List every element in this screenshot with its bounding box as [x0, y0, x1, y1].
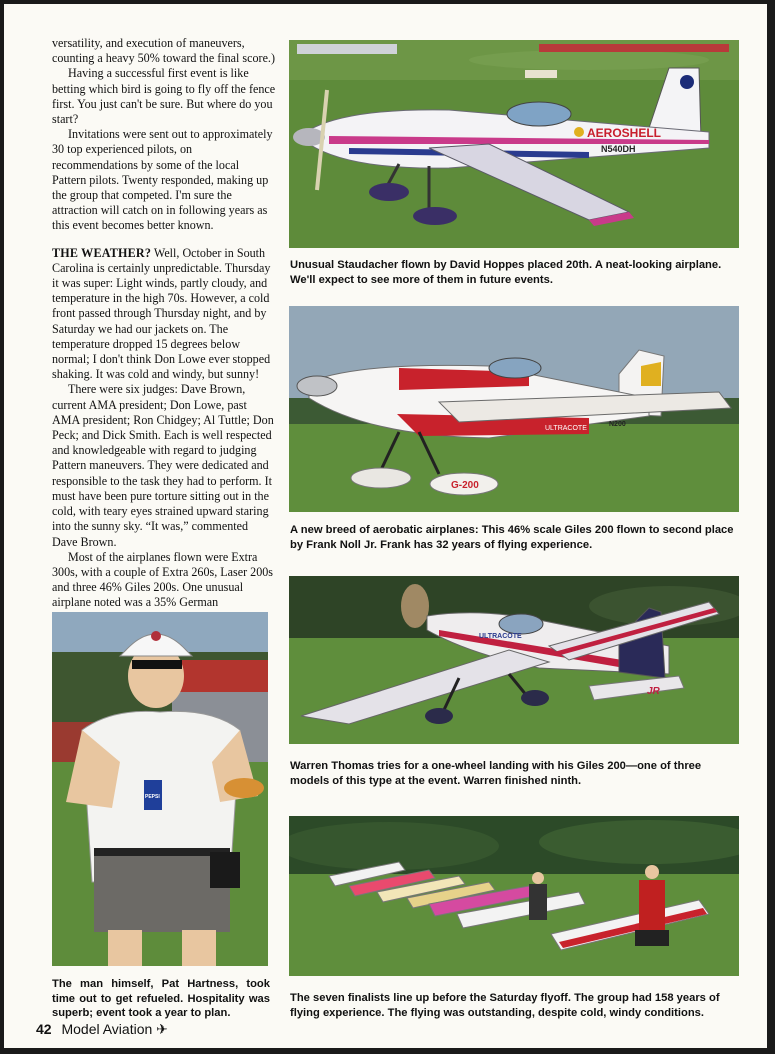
- article-paragraph: Having a successful first event is like betting which bird is going to fly off the fence first. You just can't be sure. But where do you start?: [52, 66, 276, 127]
- photo-finalists: [289, 816, 739, 976]
- section-heading-weather: THE WEATHER?: [52, 245, 152, 260]
- photo-pat-hartness: [52, 612, 268, 966]
- magazine-page: [4, 4, 767, 1048]
- article-paragraph: Most of the airplanes flown were Extra 300s, with a couple of Extra 260s, Laser 200s and three 46% Giles 200s. One unusual airplane noted was a 35% German: [52, 549, 274, 610]
- wheel-pant-decal: G-200: [451, 480, 479, 491]
- caption-finalists: The seven finalists line up before the Saturday flyoff. The group had 158 years of flying experience. The flying was outstanding, despite cold, windy conditions.: [290, 992, 720, 1019]
- aeroshell-decal: AEROSHELL: [587, 126, 662, 140]
- article-paragraph-weather: [52, 246, 276, 383]
- page-footer: [36, 1021, 168, 1038]
- caption-giles-second: A new breed of aerobatic airplanes: This 46% scale Giles 200 flown to second place by Frank Noll Jr. Frank has 32 years of flying experience.: [290, 524, 734, 551]
- photo-giles-second: [289, 306, 739, 512]
- caption-warren: Warren Thomas tries for a one-wheel landing with his Giles 200—one of three models of this type at the event. Warren finished ninth.: [290, 760, 702, 787]
- airplane-icon: ✈: [156, 1021, 168, 1037]
- article-paragraph: There were six judges: Dave Brown, current AMA president; Don Lowe, past AMA president; Ron Chidgey; Al Tuttle; Don Peck; and Dick Smith. Each is well respected and knowledgeable with regard to judging Pattern maneuvers. They were dedicated and responsible to the task they had to perform. It must have been pure torture sitting out in the cold, with teary eyes strained upward staring into the sunny sky. “It was,” commented Dave Brown.: [52, 382, 274, 549]
- caption-hartness: The man himself, Pat Hartness, took time out to get refueled. Hospitality was superb; event took a year to plan.: [52, 978, 270, 1020]
- registration-decal: N540DH: [601, 144, 636, 154]
- article-column: [52, 36, 276, 626]
- ultracote-decal: ULTRACOTE: [545, 425, 587, 432]
- article-text: Well, October in South Carolina is certainly unpredictable. Thursday it was super: Light winds, partly cloudy, and temperature in the high 70s. However, a cold front passed through Thursday night, and by Saturday we had our jackets on. The temperature dropped 15 degrees below normal; I don't think Don Lowe ever stopped shaking. It was cold and windy, but sunny!: [52, 245, 271, 382]
- registration-decal: N200: [609, 421, 626, 428]
- magazine-title: Model Aviation: [61, 1021, 153, 1037]
- caption-staudacher: Unusual Staudacher flown by David Hoppes placed 20th. A neat-looking airplane. We'll expect to see more of them in future events.: [290, 259, 722, 286]
- article-paragraph: versatility, and execution of maneuvers, counting a heavy 50% toward the final score.): [52, 36, 275, 66]
- article-paragraph: Invitations were sent out to approximately 30 top experienced pilots, on recommendations by some of the local Pattern pilots. Twenty responded, making up the group that competed. I'm sure the attraction will catch on in following years as this event becomes better known.: [52, 127, 273, 233]
- photo-warren-landing: [289, 576, 739, 744]
- page-number: 42: [36, 1021, 52, 1037]
- ultracote-decal: ULTRACOTE: [479, 633, 522, 640]
- photo-staudacher: [289, 40, 739, 248]
- pepsi-can-label: PEPSI: [145, 794, 160, 800]
- jr-decal: JR: [647, 686, 660, 697]
